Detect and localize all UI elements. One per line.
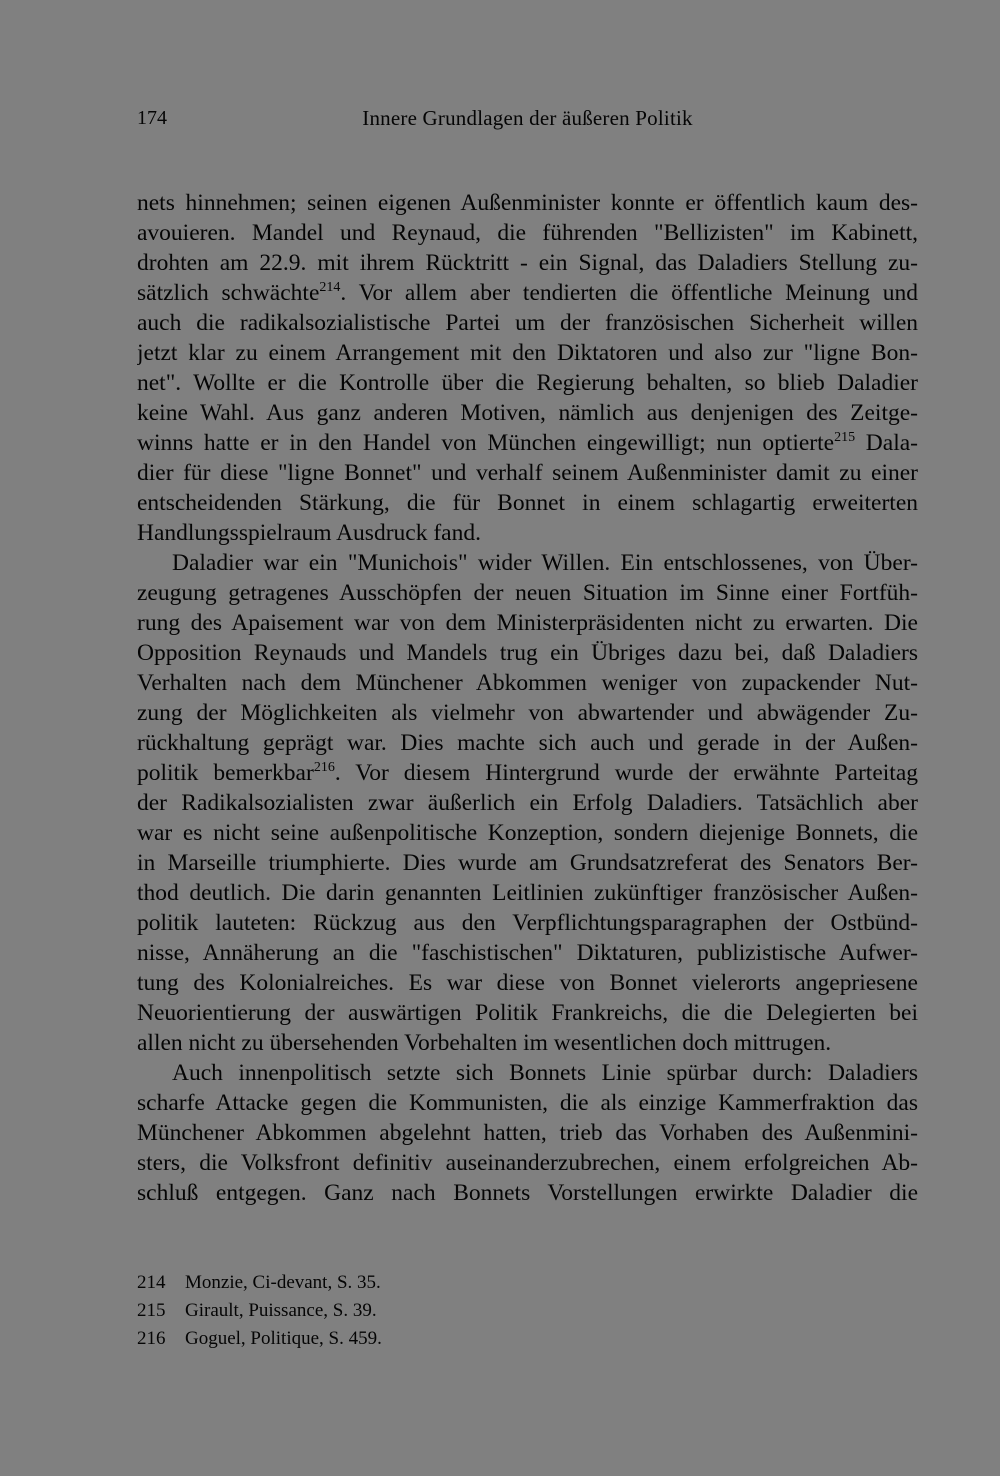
text-line: zeugung getragenes Ausschöpfen der neuen Situation im Sinne einer Fortfüh-	[137, 580, 918, 606]
text-line: war es nicht seine außenpolitische Konzeption, sondern diejenige Bonnets, die	[137, 820, 918, 846]
footnote-number: 215	[137, 1300, 166, 1321]
line-text: . Vor diesem Hintergrund wurde der erwähnte Parteitag	[334, 760, 918, 786]
text-line: keine Wahl. Aus ganz anderen Motiven, nämlich aus denjenigen des Zeitge-	[137, 400, 918, 426]
footnote-text: Monzie, Ci-devant, S. 35.	[185, 1272, 381, 1293]
footnote	[137, 1269, 918, 1297]
page-number: 174	[137, 107, 167, 129]
paragraph	[137, 1058, 918, 1208]
text-line: net". Wollte er die Kontrolle über die Regierung behalten, so blieb Daladier	[137, 370, 918, 396]
text-line: auch die radikalsozialistische Partei um der französischen Sicherheit willen	[137, 310, 918, 336]
text-line: Opposition Reynauds und Mandels trug ein Übriges dazu bei, daß Daladiers	[137, 640, 918, 666]
text-line: jetzt klar zu einem Arrangement mit den Diktatoren und also zur "ligne Bon-	[137, 340, 918, 366]
footnote	[137, 1297, 918, 1325]
line-text: sätzlich schwächte	[137, 280, 320, 306]
text-line: avouieren. Mandel und Reynaud, die führenden "Bellizisten" im Kabinett,	[137, 220, 918, 246]
page-header	[137, 104, 918, 132]
footnote-number: 216	[137, 1328, 166, 1349]
footnote-number: 214	[137, 1272, 166, 1293]
text-line: rung des Apaisement war von dem Ministerpräsidenten nicht zu erwarten. Die	[137, 610, 918, 636]
footnotes	[137, 1269, 918, 1353]
footnote-text: Goguel, Politique, S. 459.	[185, 1328, 382, 1349]
text-line: sters, die Volksfront definitiv auseinanderzubrechen, einem erfolgreichen Ab-	[137, 1150, 918, 1176]
text-line: der Radikalsozialisten zwar äußerlich ein Erfolg Daladiers. Tatsächlich aber	[137, 790, 918, 816]
text-line: Neuorientierung der auswärtigen Politik Frankreichs, die die Delegierten bei	[137, 1000, 918, 1026]
running-title: Innere Grundlagen der äußeren Politik	[362, 106, 693, 130]
text-line	[137, 758, 918, 788]
text-line: tung des Kolonialreiches. Es war diese von Bonnet vielerorts angepriesene	[137, 970, 918, 996]
footnote-ref: 214	[319, 280, 341, 295]
text-line: drohten am 22.9. mit ihrem Rücktritt - ein Signal, das Daladiers Stellung zu-	[137, 250, 918, 276]
footnote-text: Girault, Puissance, S. 39.	[185, 1300, 377, 1321]
paragraph	[137, 188, 918, 548]
text-line: thod deutlich. Die darin genannten Leitlinien zukünftiger französischer Außen-	[137, 880, 918, 906]
text-line: Auch innenpolitisch setzte sich Bonnets Linie spürbar durch: Daladiers	[172, 1060, 918, 1086]
text-line: Daladier war ein "Munichois" wider Willen. Ein entschlossenes, von Über-	[172, 550, 918, 576]
text-line: scharfe Attacke gegen die Kommunisten, die als einzige Kammerfraktion das	[137, 1090, 918, 1116]
text-line: allen nicht zu übersehenden Vorbehalten im wesentlichen doch mittrugen.	[137, 1030, 832, 1056]
line-text: . Vor allem aber tendierten die öffentliche Meinung und	[340, 280, 918, 306]
body-text	[137, 188, 918, 1208]
text-line	[137, 278, 918, 308]
text-line	[137, 428, 918, 458]
line-text: politik bemerkbar	[137, 760, 314, 786]
text-line: entscheidenden Stärkung, die für Bonnet in einem schlagartig erweiterten	[137, 490, 918, 516]
text-line: rückhaltung geprägt war. Dies machte sich auch und gerade in der Außen-	[137, 730, 918, 756]
text-line: zung der Möglichkeiten als vielmehr von abwartender und abwägender Zu-	[137, 700, 918, 726]
text-line: nets hinnehmen; seinen eigenen Außenminister konnte er öffentlich kaum des-	[137, 190, 918, 216]
footnote	[137, 1325, 918, 1353]
line-text: winns hatte er in den Handel von München eingewilligt; nun optierte	[137, 430, 835, 456]
footnote-ref: 216	[313, 760, 335, 775]
text-line: dier für diese "ligne Bonnet" und verhalf seinem Außenminister damit zu einer	[137, 460, 918, 486]
text-line: Verhalten nach dem Münchener Abkommen weniger von zupackender Nut-	[137, 670, 918, 696]
text-line: nisse, Annäherung an die "faschistischen" Diktaturen, publizistische Aufwer-	[137, 940, 918, 966]
text-line: in Marseille triumphierte. Dies wurde am Grundsatzreferat des Senators Ber-	[137, 850, 918, 876]
paragraph	[137, 548, 918, 1058]
text-line: Münchener Abkommen abgelehnt hatten, trieb das Vorhaben des Außenmini-	[137, 1120, 918, 1146]
line-text: Dala-	[855, 430, 918, 456]
text-line: schluß entgegen. Ganz nach Bonnets Vorstellungen erwirkte Daladier die	[137, 1180, 918, 1206]
footnote-ref: 215	[834, 430, 856, 445]
text-line: Handlungsspielraum Ausdruck fand.	[137, 520, 481, 546]
text-line: politik lauteten: Rückzug aus den Verpflichtungsparagraphen der Ostbünd-	[137, 910, 918, 936]
